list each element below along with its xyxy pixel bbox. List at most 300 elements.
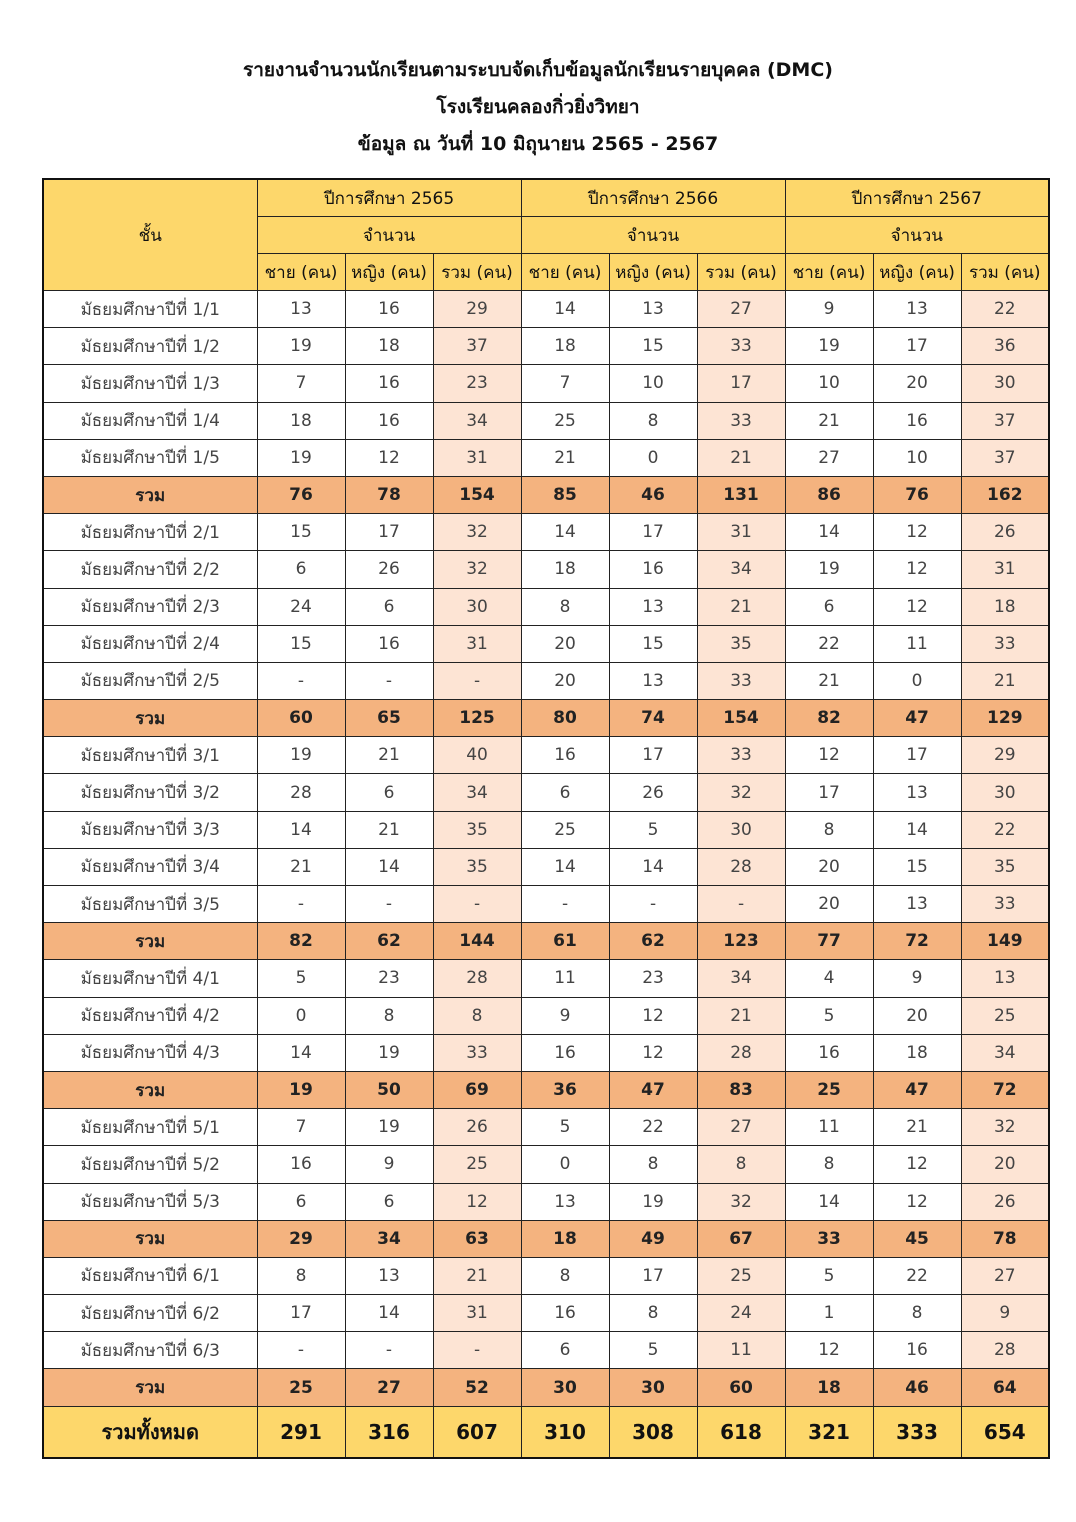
total-count-cell: 13: [961, 960, 1049, 997]
male-count-cell: 9: [521, 997, 609, 1034]
subtotal-row: [43, 923, 1049, 960]
female-count-cell: 34: [345, 1220, 433, 1257]
total-count-cell: 149: [961, 923, 1049, 960]
female-count-cell: -: [345, 886, 433, 923]
male-count-cell: -: [257, 886, 345, 923]
male-count-cell: 21: [521, 439, 609, 476]
female-count-cell: 8: [609, 1146, 697, 1183]
table-row: [43, 662, 1049, 699]
total-count-cell: 8: [433, 997, 521, 1034]
total-count-cell: 129: [961, 700, 1049, 737]
female-count-cell: 21: [873, 1109, 961, 1146]
class-name-cell: มัธยมศึกษาปีที่ 4/2: [43, 997, 257, 1034]
male-count-cell: 321: [785, 1406, 873, 1458]
total-count-cell: 29: [433, 291, 521, 328]
class-name-cell: มัธยมศึกษาปีที่ 2/4: [43, 625, 257, 662]
female-count-cell: 13: [609, 588, 697, 625]
female-count-cell: 62: [345, 923, 433, 960]
male-count-cell: 27: [785, 439, 873, 476]
table-body: [43, 291, 1049, 1458]
total-count-cell: 34: [961, 1034, 1049, 1071]
female-header: หญิง (คน): [345, 254, 433, 291]
total-count-cell: 26: [961, 514, 1049, 551]
female-count-cell: 22: [873, 1257, 961, 1294]
total-count-cell: 20: [961, 1146, 1049, 1183]
class-name-cell: มัธยมศึกษาปีที่ 2/5: [43, 662, 257, 699]
female-count-cell: 13: [873, 886, 961, 923]
female-count-cell: 26: [609, 774, 697, 811]
male-count-cell: 14: [257, 1034, 345, 1071]
male-count-cell: 16: [257, 1146, 345, 1183]
total-count-cell: 32: [961, 1109, 1049, 1146]
male-count-cell: 17: [785, 774, 873, 811]
class-name-cell: มัธยมศึกษาปีที่ 1/2: [43, 328, 257, 365]
male-count-cell: 14: [785, 1183, 873, 1220]
class-name-cell: รวม: [43, 700, 257, 737]
female-count-cell: 13: [609, 662, 697, 699]
total-count-cell: 34: [433, 402, 521, 439]
female-count-cell: 20: [873, 997, 961, 1034]
class-name-cell: มัธยมศึกษาปีที่ 5/3: [43, 1183, 257, 1220]
class-name-cell: รวม: [43, 1369, 257, 1406]
female-count-cell: 17: [609, 737, 697, 774]
female-count-cell: 17: [609, 1257, 697, 1294]
male-count-cell: 30: [521, 1369, 609, 1406]
female-count-cell: 12: [609, 997, 697, 1034]
subtotal-row: [43, 1369, 1049, 1406]
male-count-cell: 19: [257, 328, 345, 365]
total-count-cell: 131: [697, 476, 785, 513]
male-count-cell: 20: [521, 662, 609, 699]
total-count-cell: 29: [961, 737, 1049, 774]
total-count-cell: 33: [961, 886, 1049, 923]
total-count-cell: 35: [961, 848, 1049, 885]
female-count-cell: 18: [873, 1034, 961, 1071]
table-row: [43, 774, 1049, 811]
male-count-cell: 19: [257, 737, 345, 774]
total-count-cell: 25: [433, 1146, 521, 1183]
total-count-cell: 37: [961, 439, 1049, 476]
female-count-cell: 16: [873, 402, 961, 439]
female-count-cell: 16: [345, 365, 433, 402]
male-count-cell: 6: [521, 1332, 609, 1369]
male-count-cell: 60: [257, 700, 345, 737]
male-count-cell: 12: [785, 737, 873, 774]
female-count-cell: 50: [345, 1071, 433, 1108]
total-count-cell: 30: [433, 588, 521, 625]
total-count-cell: 618: [697, 1406, 785, 1458]
male-count-cell: 18: [785, 1369, 873, 1406]
total-count-cell: 63: [433, 1220, 521, 1257]
student-count-table: [42, 178, 1050, 1459]
female-count-cell: 47: [873, 1071, 961, 1108]
male-count-cell: 25: [521, 402, 609, 439]
female-count-cell: 12: [873, 1183, 961, 1220]
total-count-cell: 11: [697, 1332, 785, 1369]
total-count-cell: 30: [697, 811, 785, 848]
total-count-cell: 30: [961, 365, 1049, 402]
total-count-cell: 40: [433, 737, 521, 774]
total-count-cell: 28: [697, 848, 785, 885]
male-count-cell: 80: [521, 700, 609, 737]
total-count-cell: 33: [697, 737, 785, 774]
female-count-cell: 6: [345, 774, 433, 811]
table-row: [43, 514, 1049, 551]
male-count-cell: 19: [785, 551, 873, 588]
male-count-cell: 25: [521, 811, 609, 848]
female-count-cell: 6: [345, 588, 433, 625]
female-header: หญิง (คน): [609, 254, 697, 291]
total-count-cell: 12: [433, 1183, 521, 1220]
male-count-cell: 14: [521, 291, 609, 328]
female-count-cell: 12: [345, 439, 433, 476]
male-count-cell: 6: [785, 588, 873, 625]
female-count-cell: 6: [345, 1183, 433, 1220]
total-count-cell: 22: [961, 811, 1049, 848]
total-count-cell: 22: [961, 291, 1049, 328]
male-count-cell: 16: [785, 1034, 873, 1071]
male-count-cell: 6: [521, 774, 609, 811]
male-count-cell: 9: [785, 291, 873, 328]
female-count-cell: 23: [609, 960, 697, 997]
class-name-cell: มัธยมศึกษาปีที่ 5/1: [43, 1109, 257, 1146]
male-count-cell: 5: [521, 1109, 609, 1146]
male-count-cell: 18: [521, 328, 609, 365]
male-count-cell: 24: [257, 588, 345, 625]
class-name-cell: มัธยมศึกษาปีที่ 1/4: [43, 402, 257, 439]
class-name-cell: มัธยมศึกษาปีที่ 3/2: [43, 774, 257, 811]
total-count-cell: 26: [433, 1109, 521, 1146]
female-count-cell: 16: [345, 291, 433, 328]
male-header: ชาย (คน): [785, 254, 873, 291]
class-name-cell: มัธยมศึกษาปีที่ 1/1: [43, 291, 257, 328]
male-count-cell: 11: [521, 960, 609, 997]
class-name-cell: รวม: [43, 923, 257, 960]
male-count-cell: 8: [785, 811, 873, 848]
total-count-cell: 27: [697, 291, 785, 328]
male-count-cell: 14: [785, 514, 873, 551]
total-count-cell: 36: [961, 328, 1049, 365]
class-name-cell: รวม: [43, 476, 257, 513]
male-count-cell: 291: [257, 1406, 345, 1458]
total-count-cell: 52: [433, 1369, 521, 1406]
total-count-cell: 33: [697, 402, 785, 439]
total-count-cell: 37: [433, 328, 521, 365]
female-count-cell: 5: [609, 1332, 697, 1369]
male-count-cell: 16: [521, 1034, 609, 1071]
grand-total-row: [43, 1406, 1049, 1458]
total-count-cell: 27: [961, 1257, 1049, 1294]
male-count-cell: 19: [257, 439, 345, 476]
total-count-cell: -: [697, 886, 785, 923]
total-count-cell: 35: [433, 848, 521, 885]
class-name-cell: มัธยมศึกษาปีที่ 3/3: [43, 811, 257, 848]
male-count-cell: 12: [785, 1332, 873, 1369]
female-count-cell: 8: [609, 402, 697, 439]
male-count-cell: 0: [521, 1146, 609, 1183]
male-count-cell: 33: [785, 1220, 873, 1257]
male-count-cell: 6: [257, 1183, 345, 1220]
male-count-cell: 14: [521, 848, 609, 885]
female-count-cell: 19: [345, 1109, 433, 1146]
total-count-cell: 35: [697, 625, 785, 662]
male-count-cell: 13: [521, 1183, 609, 1220]
female-count-cell: 10: [873, 439, 961, 476]
total-count-cell: -: [433, 886, 521, 923]
table-row: [43, 737, 1049, 774]
male-count-cell: 25: [785, 1071, 873, 1108]
female-count-cell: -: [609, 886, 697, 923]
male-header: ชาย (คน): [257, 254, 345, 291]
total-count-cell: 154: [697, 700, 785, 737]
table-row: [43, 625, 1049, 662]
total-count-cell: 32: [697, 1183, 785, 1220]
female-count-cell: 17: [345, 514, 433, 551]
total-count-cell: 31: [961, 551, 1049, 588]
female-count-cell: 14: [609, 848, 697, 885]
female-count-cell: 15: [873, 848, 961, 885]
class-name-cell: มัธยมศึกษาปีที่ 6/2: [43, 1295, 257, 1332]
female-count-cell: 16: [345, 625, 433, 662]
table-row: [43, 588, 1049, 625]
female-count-cell: 9: [345, 1146, 433, 1183]
female-count-cell: 308: [609, 1406, 697, 1458]
male-count-cell: 19: [785, 328, 873, 365]
male-count-cell: 18: [257, 402, 345, 439]
male-count-cell: 21: [785, 402, 873, 439]
female-count-cell: 27: [345, 1369, 433, 1406]
total-count-cell: 34: [697, 551, 785, 588]
male-count-cell: 17: [257, 1295, 345, 1332]
total-count-cell: 162: [961, 476, 1049, 513]
table-row: [43, 1183, 1049, 1220]
table-row: [43, 1332, 1049, 1369]
class-header: ชั้น: [43, 179, 257, 291]
male-count-cell: 5: [785, 1257, 873, 1294]
total-count-cell: 17: [697, 365, 785, 402]
female-count-cell: 62: [609, 923, 697, 960]
female-count-cell: 17: [609, 514, 697, 551]
female-count-cell: 316: [345, 1406, 433, 1458]
female-count-cell: 17: [873, 328, 961, 365]
total-count-cell: 72: [961, 1071, 1049, 1108]
female-count-cell: 21: [345, 811, 433, 848]
table-row: [43, 997, 1049, 1034]
table-row: [43, 439, 1049, 476]
male-count-cell: 14: [257, 811, 345, 848]
count-header: จำนวน: [785, 217, 1049, 254]
male-count-cell: 86: [785, 476, 873, 513]
class-name-cell: มัธยมศึกษาปีที่ 2/3: [43, 588, 257, 625]
total-count-cell: 21: [697, 439, 785, 476]
female-count-cell: 76: [873, 476, 961, 513]
female-count-cell: 16: [345, 402, 433, 439]
female-count-cell: 65: [345, 700, 433, 737]
class-name-cell: มัธยมศึกษาปีที่ 6/3: [43, 1332, 257, 1369]
class-name-cell: มัธยมศึกษาปีที่ 5/2: [43, 1146, 257, 1183]
total-count-cell: 21: [697, 588, 785, 625]
table-row: [43, 365, 1049, 402]
total-count-cell: 154: [433, 476, 521, 513]
total-count-cell: 64: [961, 1369, 1049, 1406]
female-count-cell: 16: [873, 1332, 961, 1369]
female-count-cell: 15: [609, 328, 697, 365]
total-header: รวม (คน): [961, 254, 1049, 291]
total-count-cell: 83: [697, 1071, 785, 1108]
female-count-cell: 12: [873, 551, 961, 588]
female-count-cell: 17: [873, 737, 961, 774]
total-count-cell: -: [433, 662, 521, 699]
total-count-cell: 9: [961, 1295, 1049, 1332]
total-count-cell: 32: [433, 551, 521, 588]
class-name-cell: มัธยมศึกษาปีที่ 2/2: [43, 551, 257, 588]
female-count-cell: 21: [345, 737, 433, 774]
total-count-cell: 33: [961, 625, 1049, 662]
total-count-cell: 607: [433, 1406, 521, 1458]
total-count-cell: 25: [697, 1257, 785, 1294]
female-count-cell: -: [345, 1332, 433, 1369]
school-name: โรงเรียนคลองกิ่วยิ่งวิทยา: [436, 96, 640, 118]
female-count-cell: 46: [873, 1369, 961, 1406]
male-count-cell: 5: [257, 960, 345, 997]
male-count-cell: 28: [257, 774, 345, 811]
report-title-block: [0, 52, 1076, 163]
male-count-cell: 16: [521, 1295, 609, 1332]
total-count-cell: 25: [961, 997, 1049, 1034]
table-row: [43, 1109, 1049, 1146]
total-count-cell: 33: [697, 328, 785, 365]
total-count-cell: 60: [697, 1369, 785, 1406]
total-count-cell: 18: [961, 588, 1049, 625]
female-count-cell: 23: [345, 960, 433, 997]
subtotal-row: [43, 700, 1049, 737]
female-count-cell: 15: [609, 625, 697, 662]
class-name-cell: มัธยมศึกษาปีที่ 3/5: [43, 886, 257, 923]
total-count-cell: 32: [697, 774, 785, 811]
female-count-cell: -: [345, 662, 433, 699]
total-count-cell: 35: [433, 811, 521, 848]
class-name-cell: มัธยมศึกษาปีที่ 6/1: [43, 1257, 257, 1294]
year-header: ปีการศึกษา 2567: [785, 179, 1049, 217]
male-count-cell: 10: [785, 365, 873, 402]
male-count-cell: 0: [257, 997, 345, 1034]
male-count-cell: 25: [257, 1369, 345, 1406]
total-count-cell: 21: [433, 1257, 521, 1294]
report-title: รายงานจำนวนนักเรียนตามระบบจัดเก็บข้อมูลนักเรียนรายบุคคล (DMC): [243, 59, 833, 81]
female-count-cell: 72: [873, 923, 961, 960]
table-row: [43, 402, 1049, 439]
class-name-cell: มัธยมศึกษาปีที่ 4/3: [43, 1034, 257, 1071]
female-count-cell: 333: [873, 1406, 961, 1458]
class-name-cell: มัธยมศึกษาปีที่ 3/1: [43, 737, 257, 774]
total-count-cell: 34: [433, 774, 521, 811]
total-count-cell: 78: [961, 1220, 1049, 1257]
female-count-cell: 13: [873, 774, 961, 811]
female-count-cell: 18: [345, 328, 433, 365]
female-count-cell: 12: [873, 1146, 961, 1183]
female-count-cell: 13: [873, 291, 961, 328]
female-count-cell: 10: [609, 365, 697, 402]
count-header: จำนวน: [521, 217, 785, 254]
total-count-cell: 67: [697, 1220, 785, 1257]
total-count-cell: 28: [433, 960, 521, 997]
total-count-cell: 24: [697, 1295, 785, 1332]
year-header: ปีการศึกษา 2566: [521, 179, 785, 217]
female-count-cell: 11: [873, 625, 961, 662]
total-count-cell: 8: [697, 1146, 785, 1183]
female-count-cell: 14: [873, 811, 961, 848]
female-count-cell: 13: [609, 291, 697, 328]
female-count-cell: 0: [609, 439, 697, 476]
female-count-cell: 12: [609, 1034, 697, 1071]
total-count-cell: 31: [433, 439, 521, 476]
table-row: [43, 811, 1049, 848]
female-count-cell: 5: [609, 811, 697, 848]
subtotal-row: [43, 1071, 1049, 1108]
male-count-cell: -: [257, 662, 345, 699]
table-row: [43, 848, 1049, 885]
male-count-cell: 20: [785, 848, 873, 885]
total-count-cell: 27: [697, 1109, 785, 1146]
female-header: หญิง (คน): [873, 254, 961, 291]
male-count-cell: -: [257, 1332, 345, 1369]
female-count-cell: 9: [873, 960, 961, 997]
total-count-cell: 144: [433, 923, 521, 960]
female-count-cell: 20: [873, 365, 961, 402]
male-count-cell: 4: [785, 960, 873, 997]
total-count-cell: 37: [961, 402, 1049, 439]
count-header: จำนวน: [257, 217, 521, 254]
total-count-cell: 23: [433, 365, 521, 402]
male-count-cell: 18: [521, 1220, 609, 1257]
total-count-cell: 34: [697, 960, 785, 997]
female-count-cell: 46: [609, 476, 697, 513]
male-count-cell: 82: [257, 923, 345, 960]
female-count-cell: 8: [609, 1295, 697, 1332]
male-count-cell: 21: [785, 662, 873, 699]
female-count-cell: 14: [345, 848, 433, 885]
male-count-cell: 15: [257, 625, 345, 662]
total-count-cell: 28: [697, 1034, 785, 1071]
male-count-cell: 11: [785, 1109, 873, 1146]
class-name-cell: มัธยมศึกษาปีที่ 2/1: [43, 514, 257, 551]
male-count-cell: 76: [257, 476, 345, 513]
total-header: รวม (คน): [433, 254, 521, 291]
class-name-cell: มัธยมศึกษาปีที่ 1/5: [43, 439, 257, 476]
female-count-cell: 47: [609, 1071, 697, 1108]
male-count-cell: 77: [785, 923, 873, 960]
class-name-cell: รวม: [43, 1220, 257, 1257]
male-count-cell: 8: [521, 1257, 609, 1294]
female-count-cell: 49: [609, 1220, 697, 1257]
class-name-cell: มัธยมศึกษาปีที่ 4/1: [43, 960, 257, 997]
female-count-cell: 74: [609, 700, 697, 737]
table-row: [43, 1034, 1049, 1071]
female-count-cell: 45: [873, 1220, 961, 1257]
female-count-cell: 47: [873, 700, 961, 737]
male-count-cell: 29: [257, 1220, 345, 1257]
table-row: [43, 1257, 1049, 1294]
female-count-cell: 12: [873, 588, 961, 625]
male-header: ชาย (คน): [521, 254, 609, 291]
male-count-cell: 6: [257, 551, 345, 588]
female-count-cell: 19: [609, 1183, 697, 1220]
female-count-cell: 0: [873, 662, 961, 699]
male-count-cell: 14: [521, 514, 609, 551]
male-count-cell: 13: [257, 291, 345, 328]
male-count-cell: 7: [257, 1109, 345, 1146]
total-header: รวม (คน): [697, 254, 785, 291]
